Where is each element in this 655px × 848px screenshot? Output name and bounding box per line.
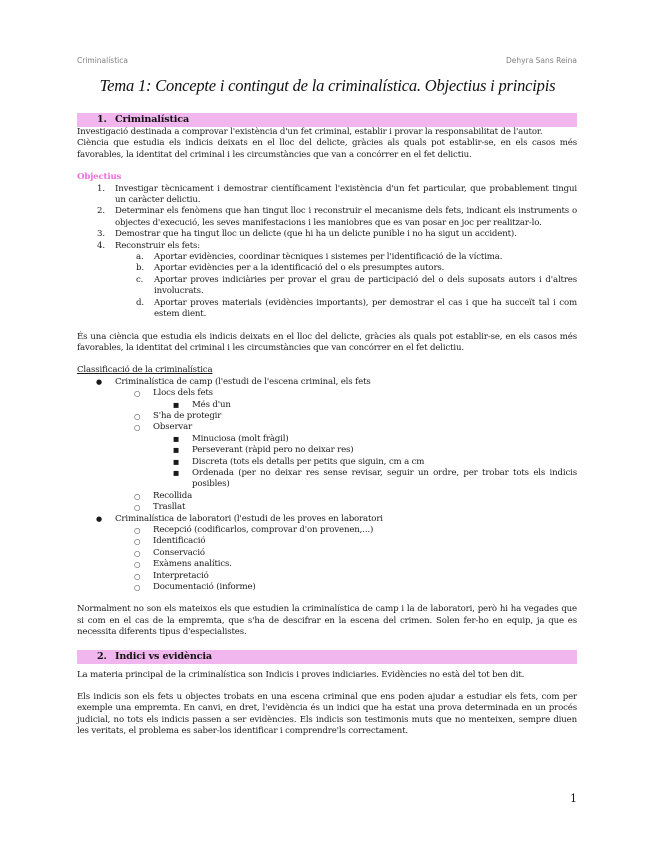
list-item: ○ Identificació bbox=[134, 536, 206, 547]
subobjectives-list bbox=[77, 252, 577, 320]
list-item: ○ Interpretació bbox=[134, 570, 209, 581]
header-left: Criminalística bbox=[77, 56, 128, 65]
science-paragraph: És una ciència que estudia els indicis deixats en el lloc del delicte, gràcies als quals pot establir-se, en els casos més favorables, la identitat del criminal i les circumstàncies que van concórrer en el fet delictiu. bbox=[77, 331, 577, 353]
list-item: ○ Observar bbox=[134, 422, 193, 433]
classification-list bbox=[77, 377, 577, 388]
list-item: ■ Més d'un bbox=[173, 399, 231, 410]
definition-paragraph: Ciència que estudia els indicis deixats en el lloc del delicte, gràcies als quals pot establir-se, en els casos més favorables, la identitat del criminal i les circumstàncies que van a concórrer en el fet delictiu. bbox=[77, 138, 577, 160]
classification-heading: Classificació de la criminalística bbox=[77, 365, 213, 376]
list-item: a. Aportar evidències, coordinar tècniques i sistemes per l'identificació de la víctima. bbox=[136, 252, 503, 263]
list-item: b. Aportar evidències per a la identificació del o els presumptes autors. bbox=[136, 263, 445, 274]
list-item: ■ Perseverant (ràpid pero no deixar res) bbox=[173, 445, 354, 456]
list-item: d. Aportar proves materials (evidències importants), per demostrar el cas i que ha succeït tal i com estem dient. bbox=[136, 297, 577, 320]
list-item: ○ Recollida bbox=[134, 490, 193, 501]
list-item: ■ Minuciosa (molt fràgil) bbox=[173, 433, 289, 444]
list-item: ○ S'ha de protegir bbox=[134, 410, 222, 421]
list-item: 3. Demostrar que ha tingut lloc un delicte (que hi ha un delicte punible i no ha sigut un accident). bbox=[97, 229, 517, 240]
list-item: 4. Reconstruir els fets: bbox=[97, 240, 201, 251]
indici-paragraph-1: La materia principal de la criminalística son Indicis i proves indiciaries. Evidències no està del tot ben dit. bbox=[77, 669, 525, 680]
list-item: ○ Conservació bbox=[134, 547, 205, 558]
indici-paragraph-2: Els indicis son els fets u objectes trobats en una escena criminal que ens poden ajudar a estudiar els fets, com per exemple una empremta. En canvi, en dret, l'evidència és un indici que ha estat una prova determinada en un procés judicial, no tots els indicis passen a ser evidències. Els indicis son testimonis muts que no menteixen, sempre diuen les veritats, el problema es saber-los identificar i comprendre'ls correctament. bbox=[77, 692, 577, 737]
list-item: ■ Discreta (tots els detalls per petits que siguin, cm a cm bbox=[173, 456, 425, 467]
page-title: Tema 1: Concepte i contingut de la criminalística. Objectius i principis bbox=[99, 76, 556, 95]
header-right: Dehyra Sans Reina bbox=[506, 56, 577, 65]
list-item: ● Criminalística de laboratori (l'estudi de les proves en laboratori bbox=[96, 513, 383, 524]
document-body bbox=[77, 113, 577, 738]
page-number: 1 bbox=[570, 792, 577, 805]
objectives-heading: Objectius bbox=[77, 172, 122, 183]
list-item: 1. Investigar tècnicament i demostrar científicament l'existència d'un fet particular, que probablement tingui un caràcter delictiu. bbox=[97, 183, 577, 206]
list-item: ○ Exàmens analítics. bbox=[134, 559, 232, 570]
intro-paragraph: Investigació destinada a comprovar l'existència d'un fet criminal, establir i provar la responsabilitat de l'autor. bbox=[77, 127, 543, 137]
objectives-list bbox=[77, 184, 577, 252]
list-item: ○ Documentació (informe) bbox=[134, 582, 256, 593]
section-heading-1: 1. Criminalística bbox=[77, 113, 577, 127]
list-item: ○ Llocs dels fets bbox=[134, 388, 213, 399]
list-item: 2. Determinar els fenòmens que han tingut lloc i reconstruir el mecanisme dels fets, indicant els instruments o objectes d'execució, les seves manifestacions i les maniobres que es van posar en joc per realitzar-lo. bbox=[97, 206, 577, 228]
list-item: ○ Trasllat bbox=[134, 502, 186, 513]
closing-paragraph: Normalment no son els mateixos els que estudien la criminalística de camp i la de laboratori, però hi ha vegades que si com en el cas de la empremta, que s'ha de descifrar en la escena del crimen. Solen fer-ho en equip, ja que es necessita diferents tipus d'especialistes. bbox=[77, 604, 577, 638]
list-item: ■ Ordenada (per no deixar res sense revisar, seguir un ordre, per trobar tots els indicis posibles) bbox=[173, 467, 577, 490]
list-item: ○ Recepció (codificarlos, comprovar d'on provenen,...) bbox=[134, 525, 374, 535]
list-item: ● Criminalística de camp (l'estudi de l'escena criminal, els fets bbox=[96, 376, 371, 387]
list-item: c. Aportar proves indiciàries per provar el grau de participació del o dels suposats autors i d'altres involucrats. bbox=[136, 274, 577, 297]
section-heading-2: 2. Indici vs evidència bbox=[77, 650, 577, 664]
